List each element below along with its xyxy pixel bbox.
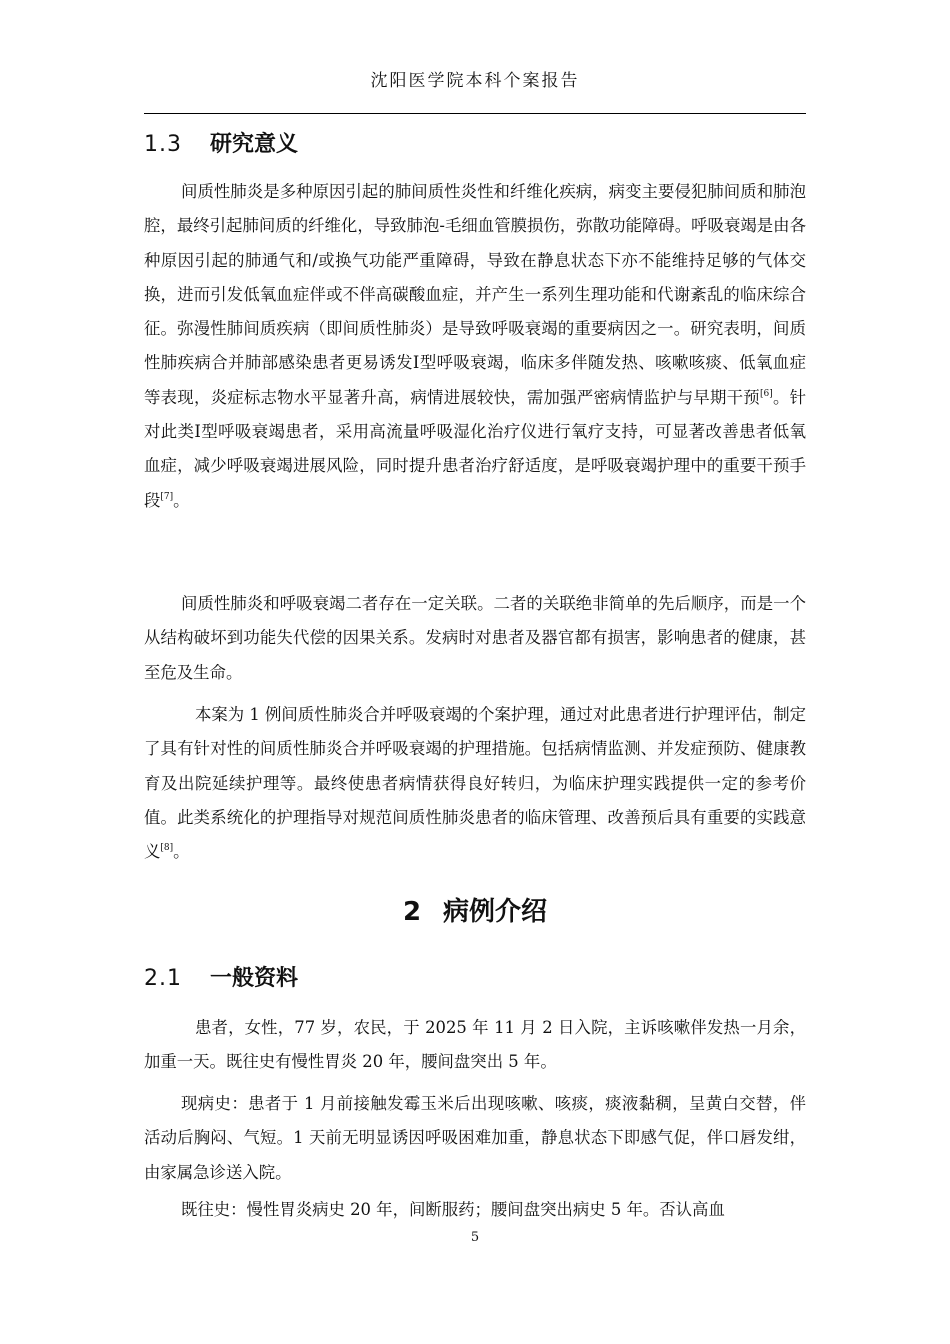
paragraph-text: 既往史：慢性胃炎病史 20 年，间断服药；腰间盘突出病史 5 年。否认高血 — [181, 1200, 725, 1219]
chapter-2-heading — [0, 891, 950, 928]
section-title: 一般资料 — [210, 966, 299, 991]
paragraph — [144, 698, 806, 869]
paragraph-text: 间质性肺炎和呼吸衰竭二者存在一定关联。二者的关联绝非简单的先后顺序，而是一个从结构破坏到功能失代偿的因果关系。发病时对患者及器官都有损害，影响患者的健康，甚至危及生命。 — [144, 594, 806, 682]
citation: [7] — [160, 491, 174, 502]
header-divider — [144, 113, 806, 114]
paragraph-text: 。 — [173, 842, 190, 862]
paragraph — [144, 1011, 806, 1080]
section-title: 研究意义 — [210, 132, 299, 157]
paragraph — [144, 1193, 806, 1227]
paragraph — [144, 1087, 806, 1190]
paragraph-text: 患者，女性，77 岁，农民，于 2025 年 11 月 2 日入院，主诉咳嗽伴发热一月余，加重一天。既往史有慢性胃炎 20 年，腰间盘突出 5 年。 — [144, 1018, 806, 1072]
paragraph — [144, 587, 806, 690]
paragraph-text: 。针对此类Ⅰ型呼吸衰竭患者，采用高流量呼吸湿化治疗仪进行氧疗支持，可显著改善患者低氧血症，减少呼吸衰竭进展风险，同时提升患者治疗舒适度，是呼吸衰竭护理中的重要干预手段 — [144, 387, 806, 510]
paragraph-text: 间质性肺炎是多种原因引起的肺间质性炎性和纤维化疾病，病变主要侵犯肺间质和肺泡腔，最终引起肺间质的纤维化，导致肺泡-毛细血管膜损伤，弥散功能障碍。呼吸衰竭是由各种原因引起的肺通气和/或换气功能严重障碍，导致在静息状态下亦不能维持足够的气体交换，进而引发低氧血症伴或不伴高碳酸血症，并产生一系列生理功能和代谢紊乱的临床综合征。弥漫性肺间质疾病（即间质性肺炎）是导致呼吸衰竭的重要病因之一。研究表明，间质性肺疾病合并肺部感染患者更易诱发Ⅰ型呼吸衰竭，临床多伴随发热、咳嗽咳痰、低氧血症等表现，炎症标志物水平显著升高，病情进展较快，需加强严密病情监护与早期干预 — [144, 182, 806, 407]
section-number: 1.3 — [144, 132, 182, 157]
section-number: 2.1 — [144, 966, 182, 991]
section-1-3-heading — [144, 127, 298, 158]
chapter-title: 病例介绍 — [443, 897, 548, 927]
section-2-1-heading — [144, 961, 298, 992]
citation: [6] — [759, 388, 773, 399]
paragraph — [144, 175, 806, 518]
chapter-number: 2 — [402, 897, 422, 927]
paragraph-text: 现病史：患者于 1 月前接触发霉玉米后出现咳嗽、咳痰，痰液黏稠，呈黄白交替，伴活动后胸闷、气短。1 天前无明显诱因呼吸困难加重，静息状态下即感气促，伴口唇发绀，由家属急诊送入院。 — [144, 1094, 806, 1182]
page-header-title: 沈阳医学院本科个案报告 — [370, 71, 580, 91]
citation: [8] — [160, 843, 174, 854]
paragraph-text: 。 — [173, 490, 190, 510]
paragraph-text: 本案为 1 例间质性肺炎合并呼吸衰竭的个案护理，通过对此患者进行护理评估，制定了具有针对性的间质性肺炎合并呼吸衰竭的护理措施。包括病情监测、并发症预防、健康教育及出院延续护理等。最终使患者病情获得良好转归，为临床护理实践提供一定的参考价值。此类系统化的护理指导对规范间质性肺炎患者的临床管理、改善预后具有重要的实践意义 — [144, 705, 806, 862]
page-number: 5 — [470, 1230, 480, 1245]
